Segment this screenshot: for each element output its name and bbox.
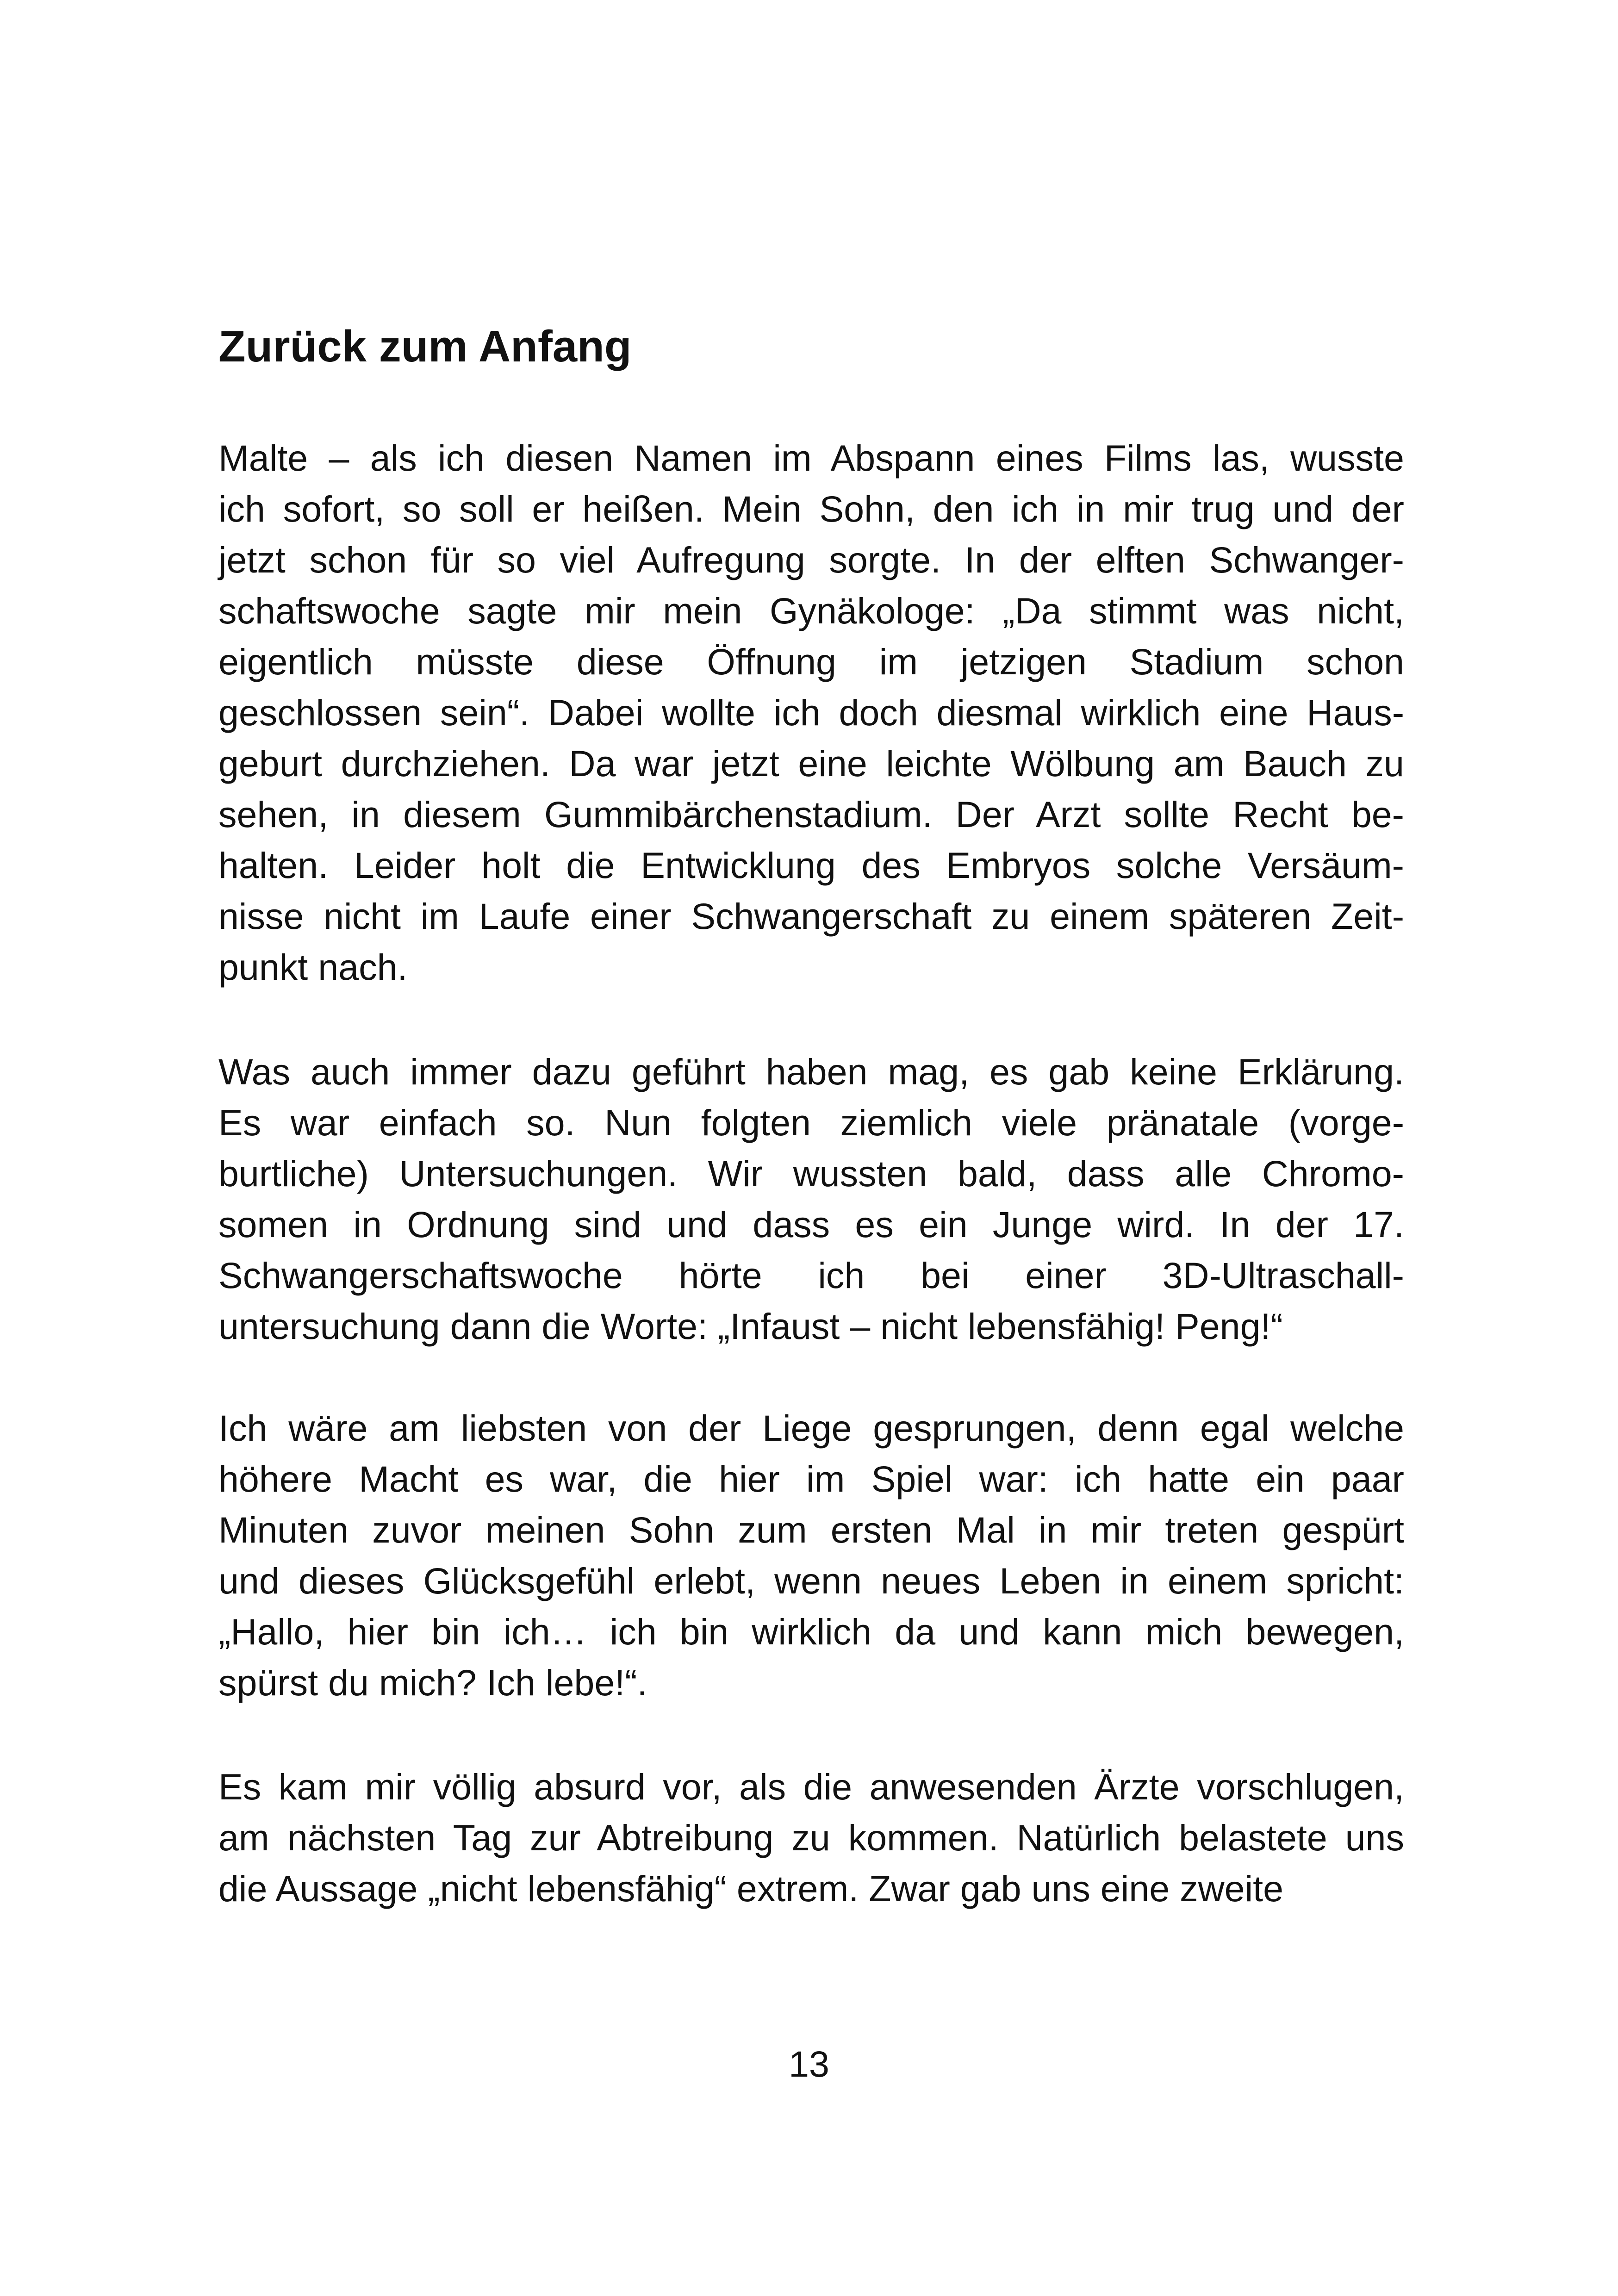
text-line: Es kam mir völlig absurd vor, als die anwesenden Ärzte vorschlugen, <box>218 1766 1404 1807</box>
text-line: burtliche) Untersuchungen. Wir wussten bald, dass alle Chromo- <box>218 1153 1404 1194</box>
text-line: somen in Ordnung sind und dass es ein Junge wird. In der 17. <box>218 1204 1404 1245</box>
text-line: höhere Macht es war, die hier im Spiel war: ich hatte ein paar <box>218 1458 1404 1500</box>
page-number: 13 <box>789 2043 829 2084</box>
text-line: und dieses Glücksgefühl erlebt, wenn neues Leben in einem spricht: <box>218 1560 1404 1601</box>
text-line: untersuchung dann die Worte: „Infaust – nicht lebensfähig! Peng!“ <box>218 1306 1283 1347</box>
text-line: „Hallo, hier bin ich… ich bin wirklich da und kann mich bewegen, <box>218 1611 1404 1652</box>
paragraph-4 <box>218 1761 1404 1914</box>
text-line: geburt durchziehen. Da war jetzt eine leichte Wölbung am Bauch zu <box>218 743 1404 784</box>
text-line: jetzt schon für so viel Aufregung sorgte. In der elften Schwanger- <box>218 539 1404 580</box>
text-line: halten. Leider holt die Entwicklung des Embryos solche Versäum- <box>218 845 1404 886</box>
text-line: spürst du mich? Ich lebe!“. <box>218 1662 647 1703</box>
text-line: am nächsten Tag zur Abtreibung zu kommen. Natürlich belastete uns <box>218 1817 1404 1858</box>
text-line: Minuten zuvor meinen Sohn zum ersten Mal in mir treten gespürt <box>218 1509 1404 1550</box>
text-line: Schwangerschaftswoche hörte ich bei einer 3D-Ultraschall- <box>218 1255 1404 1296</box>
paragraph-1 <box>218 433 1404 993</box>
text-line: punkt nach. <box>218 946 408 988</box>
chapter-title: Zurück zum Anfang <box>218 322 632 371</box>
text-line: ich sofort, so soll er heißen. Mein Sohn, den ich in mir trug und der <box>218 488 1404 529</box>
text-line: geschlossen sein“. Dabei wollte ich doch diesmal wirklich eine Haus- <box>218 692 1404 733</box>
text-line: nisse nicht im Laufe einer Schwangerschaft zu einem späteren Zeit- <box>218 896 1404 937</box>
text-line: eigentlich müsste diese Öffnung im jetzigen Stadium schon <box>218 641 1404 682</box>
text-line: sehen, in diesem Gummibärchenstadium. Der Arzt sollte Recht be- <box>218 794 1404 835</box>
text-line: die Aussage „nicht lebensfähig“ extrem. Zwar gab uns eine zweite <box>218 1868 1284 1909</box>
paragraph-2 <box>218 1046 1404 1352</box>
text-line: Malte – als ich diesen Namen im Abspann eines Films las, wusste <box>218 437 1404 479</box>
text-line: schaftswoche sagte mir mein Gynäkologe: „Da stimmt was nicht, <box>218 590 1404 631</box>
text-line: Ich wäre am liebsten von der Liege gesprungen, denn egal welche <box>218 1407 1404 1449</box>
paragraph-3 <box>218 1403 1404 1708</box>
text-line: Es war einfach so. Nun folgten ziemlich viele pränatale (vorge- <box>218 1102 1404 1143</box>
text-line: Was auch immer dazu geführt haben mag, es gab keine Erklärung. <box>218 1051 1404 1092</box>
